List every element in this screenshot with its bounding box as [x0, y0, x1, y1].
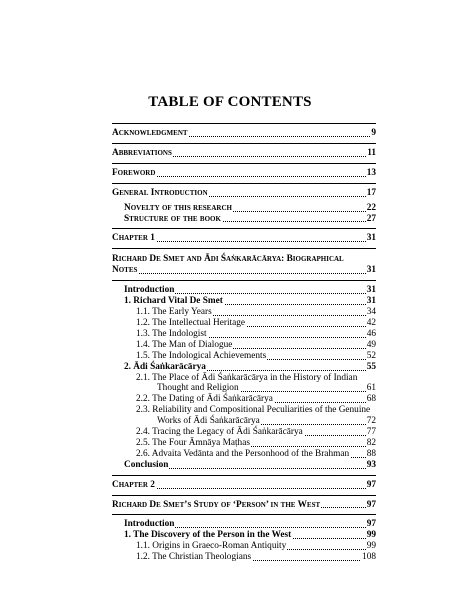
page-number: 34	[366, 307, 376, 318]
page-number: 88	[366, 448, 376, 459]
toc-entry[interactable]: Richard De Smet and Ādi Śaṅkarācārya: Biographical	[112, 253, 376, 265]
page-number: 55	[366, 361, 376, 372]
page-number: 49	[366, 339, 376, 350]
page-number: 42	[366, 317, 376, 328]
page-number: 97	[366, 479, 376, 490]
page-number: 31	[366, 233, 376, 244]
page-number: 31	[366, 296, 376, 307]
toc-entry[interactable]: Conclusion 93	[124, 459, 376, 470]
table-of-contents	[112, 123, 376, 563]
toc-entry[interactable]: 2.6. Advaita Vedānta and the Personhood of the Brahman 88	[136, 448, 376, 459]
toc-entry[interactable]: 1.2. The Christian Theologians 108	[136, 552, 376, 563]
toc-entry-continuation[interactable]: Thought and Religion 61	[157, 383, 376, 394]
page-number: 61	[366, 383, 376, 394]
toc-entry[interactable]: 1.5. The Indological Achievements 52	[136, 350, 376, 361]
page-number: 11	[367, 147, 376, 158]
page-number: 9	[371, 128, 376, 138]
page-number: 27	[366, 213, 376, 224]
page-number: 31	[366, 285, 376, 296]
toc-entry[interactable]: 2.3. Reliability and Compositional Peculiarities of the Genuine	[136, 405, 376, 416]
page-number: 108	[362, 552, 376, 563]
toc-entry-continuation[interactable]: Works of Ādi Śaṅkarācārya 72	[157, 416, 376, 427]
page-number: 82	[366, 437, 376, 448]
page-number: 31	[366, 265, 376, 276]
toc-entry[interactable]: 2.1. The Place of Ādi Śaṅkarācārya in the History of Indian	[136, 373, 376, 384]
toc-entry[interactable]: Richard De Smet’s Study of ‘Person’ in the West 97	[112, 499, 376, 510]
toc-entry[interactable]: 2.2. The Dating of Ādi Śaṅkarācārya 68	[136, 394, 376, 405]
toc-entry[interactable]: 2.5. The Four Āmnāya Maṭhas 82	[136, 437, 376, 448]
dot-leader	[112, 273, 376, 274]
toc-entry[interactable]: 1.2. The Intellectual Heritage 42	[136, 317, 376, 328]
page-number: 17	[366, 187, 376, 198]
page-number: 22	[366, 202, 376, 213]
page-number: 72	[366, 416, 376, 427]
toc-entry[interactable]: General Introduction 17	[112, 187, 376, 198]
page-number: 97	[366, 499, 376, 510]
page-number: 77	[366, 427, 376, 438]
toc-entry[interactable]: Structure of the book 27	[124, 213, 376, 224]
toc-entry[interactable]: 2.4. Tracing the Legacy of Ādi Śaṅkarācārya 77	[136, 427, 376, 438]
page-number: 46	[366, 328, 376, 339]
toc-entry[interactable]: Introduction 31	[124, 285, 376, 296]
toc-entry[interactable]: 1.1. Origins in Graeco-Roman Antiquity 99	[136, 541, 376, 552]
toc-entry[interactable]: Foreword 13	[112, 167, 376, 178]
page-title: TABLE OF CONTENTS	[148, 94, 312, 110]
toc-entry[interactable]: 1.4. The Man of Dialogue 49	[136, 339, 376, 350]
page-number: 68	[366, 394, 376, 405]
page-number: 99	[366, 541, 376, 552]
toc-entry-continuation[interactable]: Notes 31	[112, 265, 376, 276]
toc-entry[interactable]: 2. Ādi Śaṅkarācārya 55	[124, 361, 376, 372]
toc-entry[interactable]: 1.1. The Early Years 34	[136, 307, 376, 318]
toc-entry[interactable]: Abbreviations 11	[112, 147, 376, 158]
toc-entry[interactable]: Chapter 2 97	[112, 479, 376, 490]
toc-entry[interactable]: Chapter 1 31	[112, 233, 376, 244]
toc-entry[interactable]: Acknowledgment 9	[112, 128, 376, 138]
toc-entry[interactable]: 1.3. The Indologist 46	[136, 328, 376, 339]
page-number: 13	[366, 167, 376, 178]
page-number: 52	[366, 350, 376, 361]
page-number: 99	[366, 530, 376, 541]
toc-entry[interactable]: Novelty of this research 22	[124, 202, 376, 213]
page-number: 97	[366, 519, 376, 530]
page-number: 93	[366, 459, 376, 470]
toc-entry[interactable]: 1. The Discovery of the Person in the West 99	[124, 530, 376, 541]
toc-entry[interactable]: 1. Richard Vital De Smet 31	[124, 296, 376, 307]
toc-entry[interactable]: Introduction 97	[124, 519, 376, 530]
